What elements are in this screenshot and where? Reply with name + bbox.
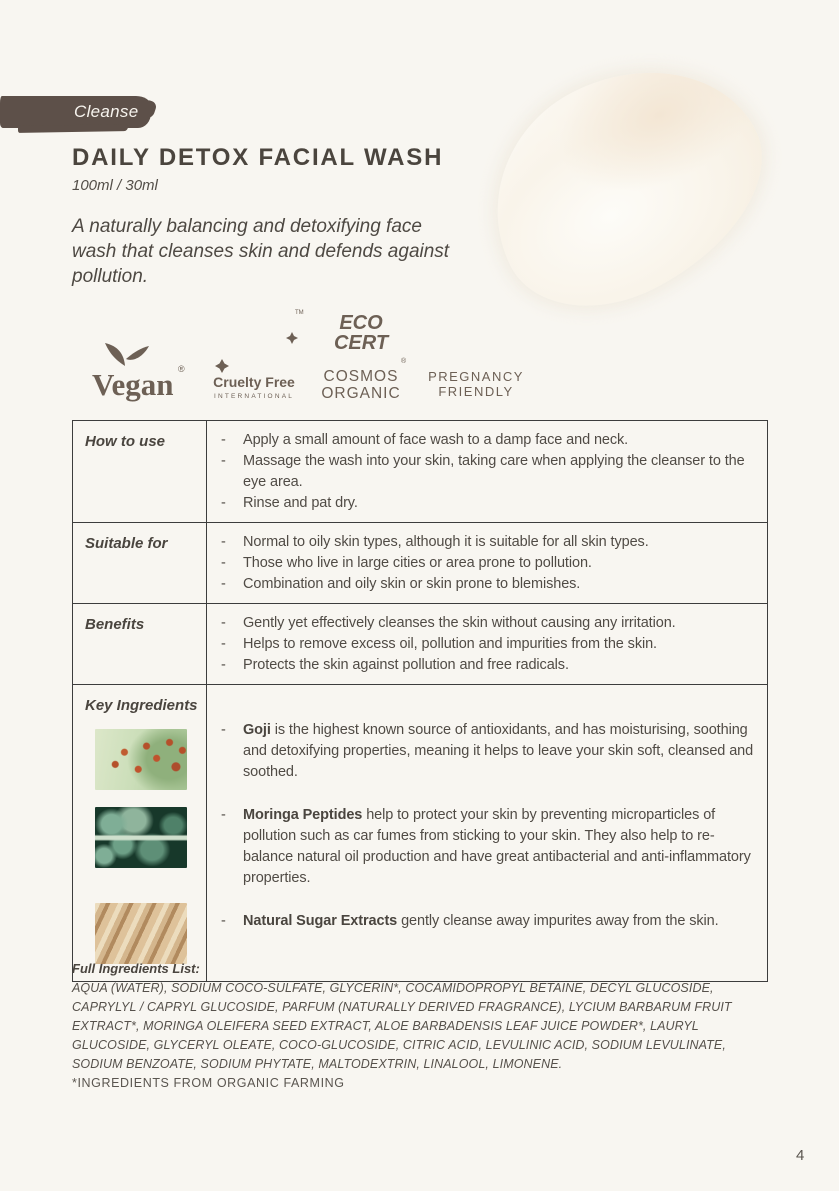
- bullet-item: - Apply a small amount of face wash to a damp face and neck.: [221, 432, 629, 448]
- ingredient-text: gently cleanse away impurites away from the skin.: [401, 913, 719, 929]
- sugar-texture-photo: [95, 903, 187, 964]
- full-ingredients-heading: Full Ingredients List:: [72, 961, 200, 976]
- organic-label: ORGANIC: [321, 385, 401, 402]
- row-content: [207, 523, 767, 603]
- ecocert-cosmos-organic-icon: [316, 303, 408, 408]
- page-number: 4: [796, 1147, 805, 1164]
- vegan-logo-icon: [74, 298, 196, 407]
- bullet-item: - Normal to oily skin types, although it is suitable for all skin types.: [221, 534, 649, 550]
- pregnancy-label: PREGNANCY: [428, 369, 524, 384]
- bullet-item: - Those who live in large cities or area prone to pollution.: [221, 555, 592, 571]
- key-ingredient-item: - Moringa Peptides help to protect your skin by preventing microparticles of pollution such as car fumes from sticking to your skin. They also help to re-balance natural oil production and have great antibacterial and anti-inflammatory properties.: [221, 807, 751, 886]
- cruelty-free-sublabel: INTERNATIONAL: [213, 393, 295, 400]
- vegan-reg-mark: ®: [178, 364, 185, 374]
- ecocert-reg-mark: ®: [401, 358, 407, 365]
- bullet-item: - Combination and oily skin or skin prone to blemishes.: [221, 576, 581, 592]
- moringa-leaves-photo: [95, 807, 187, 868]
- full-ingredients-section: [72, 961, 778, 1090]
- row-label: Benefits: [73, 604, 207, 684]
- bullet-item: - Rinse and pat dry.: [221, 495, 358, 511]
- bullet-item: - Helps to remove excess oil, pollution and impurities from the skin.: [221, 636, 657, 652]
- row-content: [207, 685, 767, 981]
- product-size: 100ml / 30ml: [72, 177, 158, 194]
- ingredient-text: help to protect your skin by preventing microparticles of pollution such as car fumes from sticking to your skin. They also help to re-balance natural oil production and have great antibacterial and anti-inflammatory properties.: [243, 807, 751, 886]
- key-ingredient-item: - Goji is the highest known source of antioxidants, and has moisturising, soothing and detoxifying properties, meaning it helps to leave your skin soft, cleansed and soothed.: [221, 722, 754, 780]
- ingredient-name: Natural Sugar Extracts: [243, 913, 398, 929]
- bullet-item: - Protects the skin against pollution and free radicals.: [221, 657, 569, 673]
- organic-farming-note: *INGREDIENTS FROM ORGANIC FARMING: [72, 1076, 345, 1090]
- product-info-table: [72, 420, 768, 982]
- category-badge: [0, 96, 151, 128]
- table-row-how-to-use: [73, 421, 767, 522]
- ingredient-name: Moringa Peptides: [243, 807, 363, 823]
- key-ingredient-item: - Natural Sugar Extracts gently cleanse away impurites away from the skin.: [221, 913, 719, 929]
- cruelty-free-leaping-bunny-icon: [208, 304, 304, 407]
- row-label-cell: [73, 685, 207, 981]
- bullet-item: - Massage the wash into your skin, taking care when applying the cleanser to the eye area.: [221, 453, 745, 490]
- row-content: [207, 604, 767, 684]
- bullet-item: - Gently yet effectively cleanses the skin without causing any irritation.: [221, 615, 676, 631]
- category-badge-label: Cleanse: [74, 102, 139, 121]
- vegan-logo-label: Vegan: [92, 367, 174, 402]
- table-row-suitable-for: [73, 522, 767, 603]
- full-ingredients-list: AQUA (WATER), SODIUM COCO-SULFATE, GLYCERIN*, COCAMIDOPROPYL BETAINE, DECYL GLUCOSIDE, CAPRYLYL / CAPRYL GLUCOSIDE, PARFUM (NATURALLY DERIVED FRAGRANCE), LYCIUM BARBARUM FRUIT EXTRACT*, MORINGA OLEIFERA SEED EXTRACT, ALOE BARBADENSIS LEAF JUICE POWDER*, LAURYL GLUCOSIDE, GLYCERYL OLEATE, COCO-GLUCOSIDE, CITRIC ACID, LEVULINIC ACID, SODIUM LEVULINATE, SODIUM BENZOATE, SODIUM PHYTATE, MALTODEXTRIN, LINALOOL, LIMONENE.: [72, 981, 732, 1071]
- cleanser-smear: [453, 26, 799, 342]
- product-description: A naturally balancing and detoxifying face wash that cleanses skin and defends against pollution.: [72, 216, 450, 287]
- cruelty-free-label: Cruelty Free: [213, 374, 295, 390]
- row-label: Suitable for: [73, 523, 207, 603]
- pregnancy-friendly-icon: [426, 306, 526, 405]
- ecocert-eco-text: ECO: [339, 312, 383, 334]
- row-label: Key Ingredients: [85, 697, 198, 714]
- row-label: How to use: [73, 421, 207, 522]
- table-row-key-ingredients: [73, 684, 767, 981]
- ecocert-cert-text: CERT: [333, 332, 389, 354]
- goji-berries-photo: [95, 729, 187, 790]
- friendly-label: FRIENDLY: [438, 384, 514, 399]
- row-content: [207, 421, 767, 522]
- ingredient-text: is the highest known source of antioxidants, and has moisturising, soothing and detoxifying properties, meaning it helps to leave your skin soft, cleansed and soothed.: [243, 722, 754, 780]
- cruelty-free-tm-mark: TM: [295, 310, 304, 316]
- page-title: DAILY DETOX FACIAL WASH: [72, 144, 444, 171]
- table-row-benefits: [73, 603, 767, 684]
- ingredient-name: Goji: [243, 722, 271, 738]
- product-smear-image: [478, 70, 774, 298]
- cosmos-label: COSMOS: [323, 368, 399, 385]
